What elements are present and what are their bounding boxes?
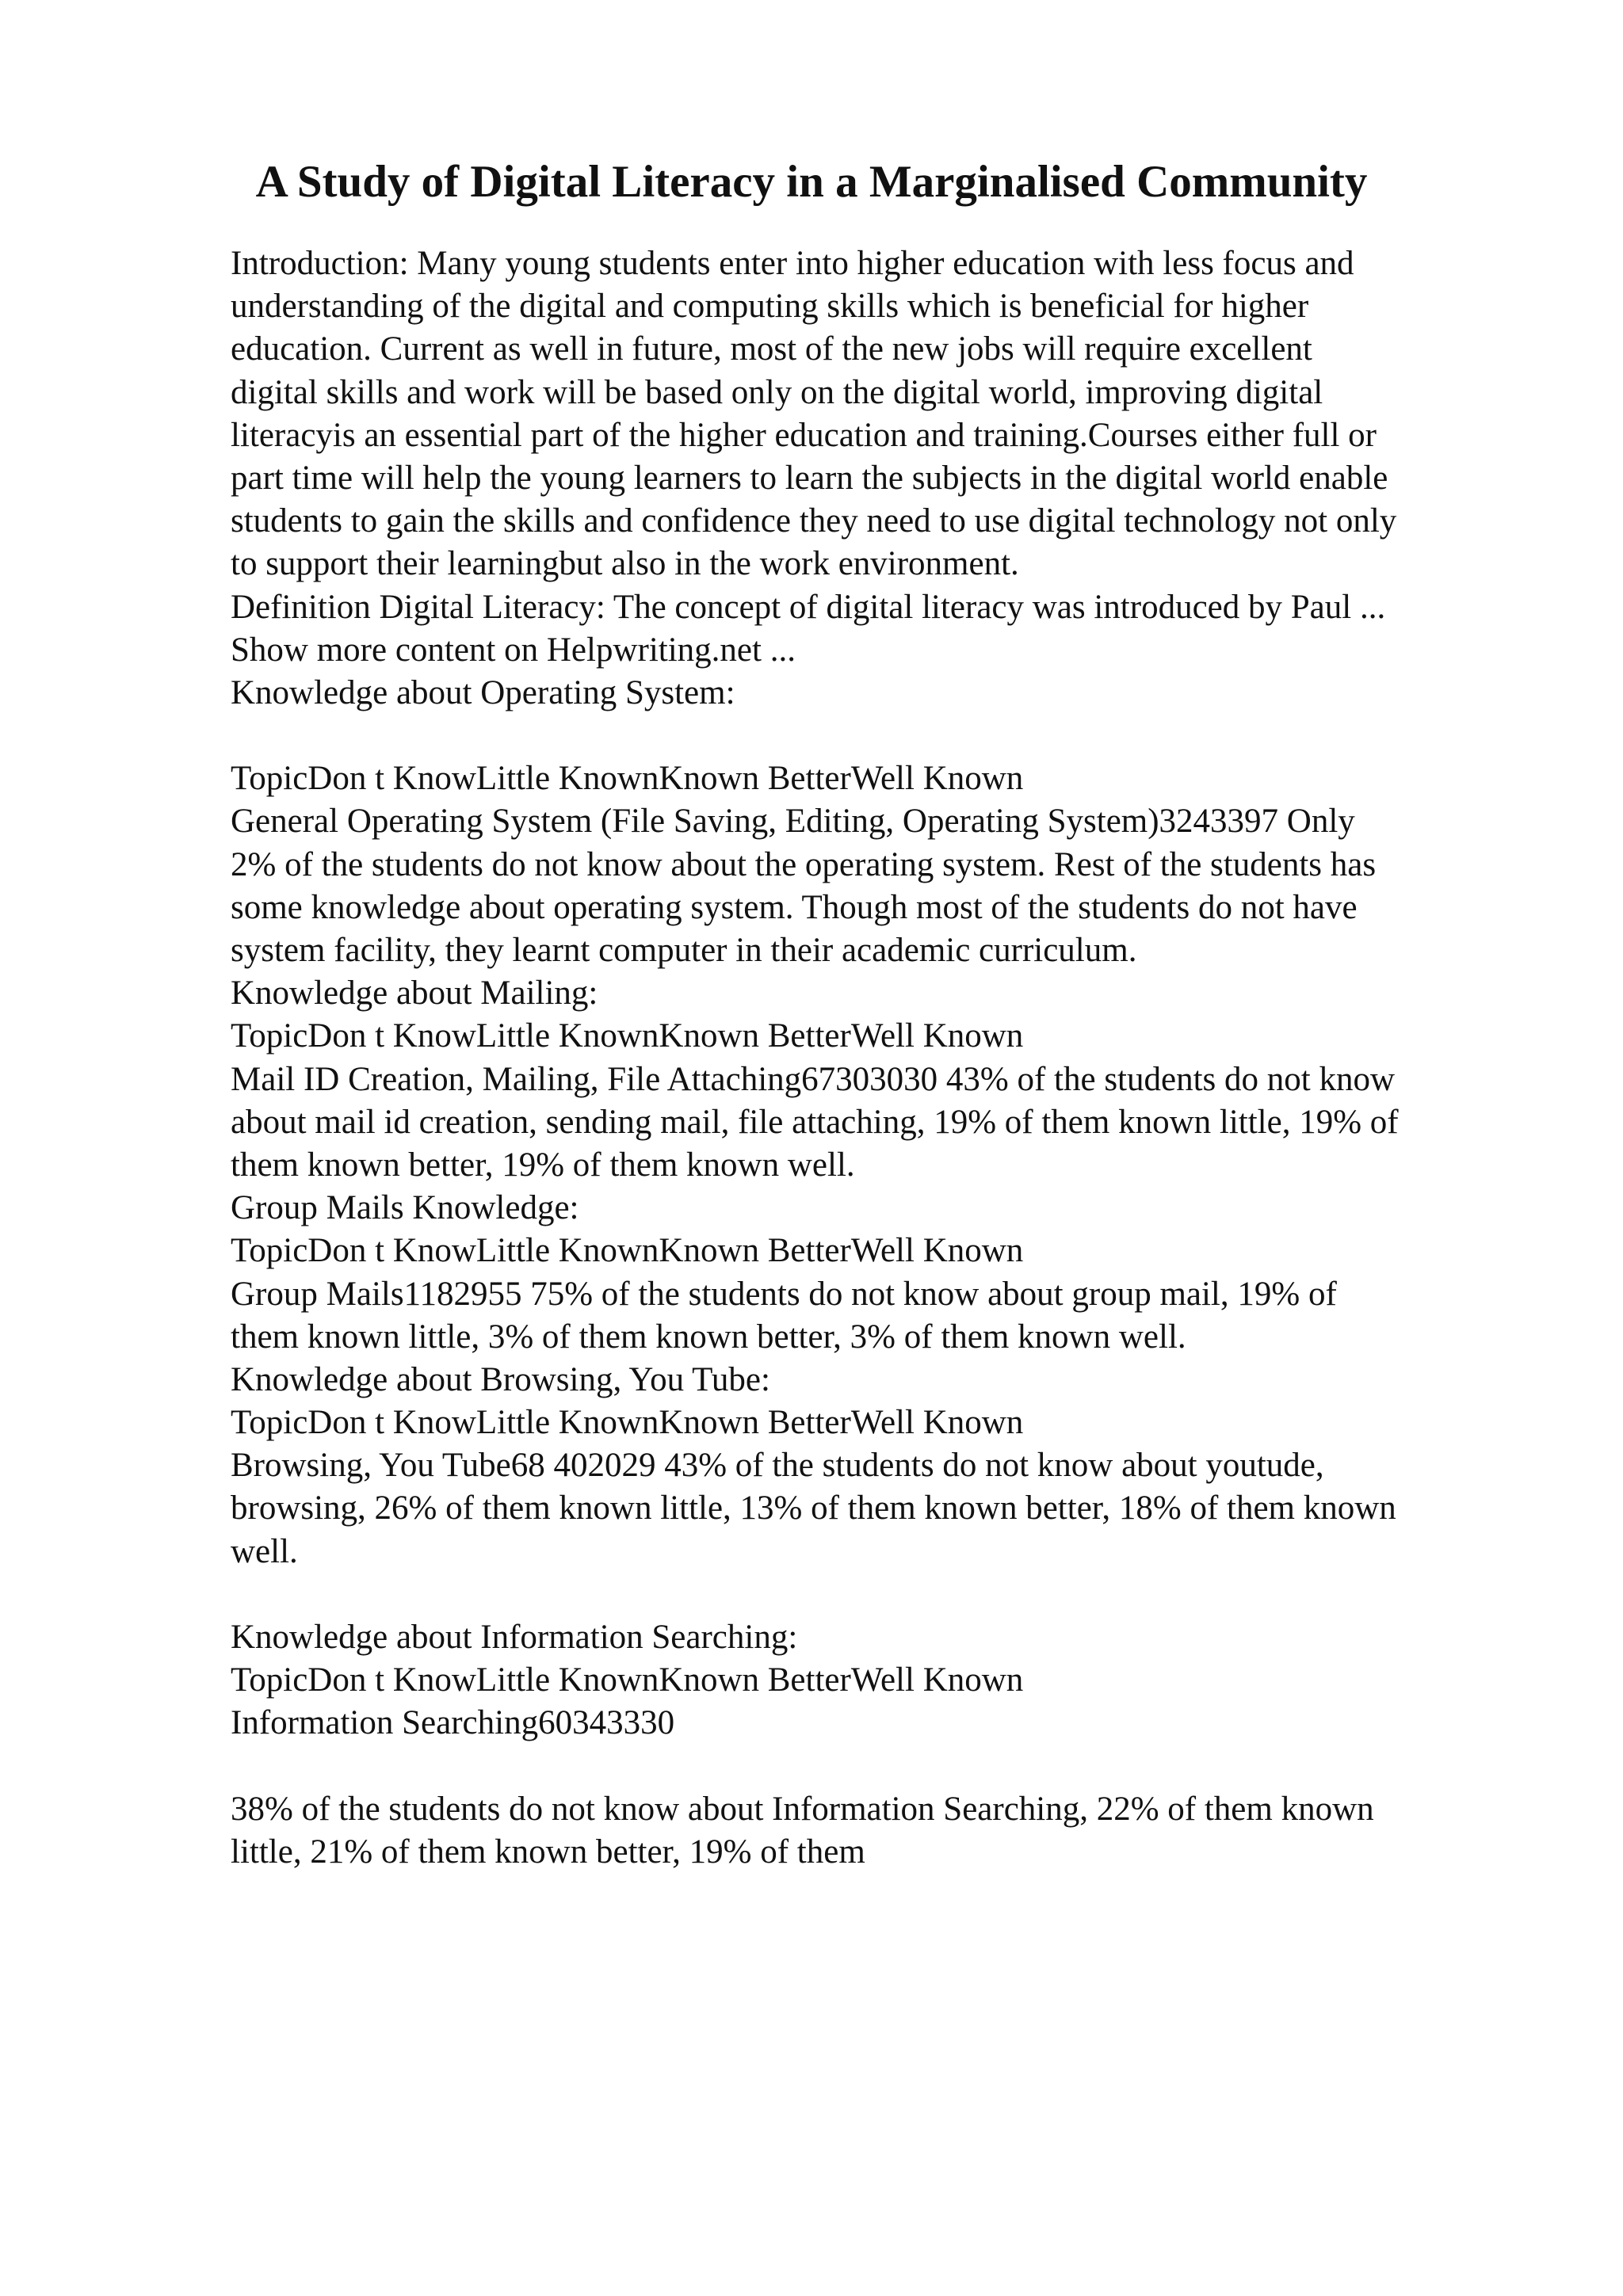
blank-line — [231, 715, 1514, 757]
document-title: A Study of Digital Literacy in a Marginalised Community — [255, 157, 1368, 207]
text-line: digital skills and work will be based only on the digital world, improving digital — [231, 373, 1323, 411]
table-header-row: TopicDon t KnowLittle KnownKnown BetterWell Known — [231, 1017, 1024, 1055]
text-line: Mail ID Creation, Mailing, File Attaching67303030 43% of the students do not know — [231, 1060, 1396, 1098]
text-line: Introduction: Many young students enter into higher education with less focus and — [231, 245, 1354, 282]
section-heading: Knowledge about Information Searching: — [231, 1619, 798, 1656]
table-header-row: TopicDon t KnowLittle KnownKnown BetterWell Known — [231, 1404, 1024, 1442]
table-header-row: TopicDon t KnowLittle KnownKnown BetterWell Known — [231, 760, 1024, 798]
text-line: Group Mails1182955 75% of the students do not know about group mail, 19% of — [231, 1275, 1337, 1313]
text-line: them known little, 3% of them known better, 3% of them known well. — [231, 1318, 1186, 1356]
text-line: General Operating System (File Saving, Editing, Operating System)3243397 Only — [231, 803, 1355, 841]
document-body — [231, 242, 1514, 1874]
text-line: part time will help the young learners to learn the subjects in the digital world enable — [231, 459, 1388, 497]
text-line: them known better, 19% of them known well. — [231, 1146, 855, 1184]
text-line: Information Searching60343330 — [231, 1704, 675, 1742]
text-line: about mail id creation, sending mail, file attaching, 19% of them known little, 19% of — [231, 1103, 1399, 1141]
section-heading: Knowledge about Operating System: — [231, 673, 735, 711]
text-line: Definition Digital Literacy: The concept of digital literacy was introduced by Paul ... — [231, 588, 1386, 626]
text-line: literacyis an essential part of the higher education and training.Courses either full or — [231, 416, 1377, 454]
text-line: 38% of the students do not know about Information Searching, 22% of them known — [231, 1790, 1374, 1828]
blank-line — [231, 1573, 1514, 1616]
text-line: education. Current as well in future, most of the new jobs will require excellent — [231, 330, 1312, 368]
text-line: well. — [231, 1532, 298, 1570]
blank-line — [231, 1745, 1514, 1788]
section-heading: Knowledge about Mailing: — [231, 974, 598, 1013]
table-header-row: TopicDon t KnowLittle KnownKnown BetterWell Known — [231, 1661, 1024, 1699]
section-heading: Knowledge about Browsing, You Tube: — [231, 1360, 770, 1398]
section-heading: Group Mails Knowledge: — [231, 1189, 579, 1227]
text-line: students to gain the skills and confidence they need to use digital technology not only — [231, 502, 1397, 540]
text-line: Show more content on Helpwriting.net ... — [231, 631, 796, 669]
text-line: little, 21% of them known better, 19% of them — [231, 1833, 865, 1871]
text-line: to support their learningbut also in the work environment. — [231, 545, 1019, 583]
text-line: browsing, 26% of them known little, 13% of them known better, 18% of them known — [231, 1489, 1396, 1527]
text-line: understanding of the digital and computing skills which is beneficial for higher — [231, 288, 1309, 326]
text-line: Browsing, You Tube68 402029 43% of the students do not know about youtude, — [231, 1447, 1324, 1485]
text-line: some knowledge about operating system. Though most of the students do not have — [231, 888, 1358, 926]
table-header-row: TopicDon t KnowLittle KnownKnown BetterWell Known — [231, 1232, 1024, 1270]
text-line: 2% of the students do not know about the operating system. Rest of the students has — [231, 845, 1377, 883]
text-line: system facility, they learnt computer in their academic curriculum. — [231, 932, 1137, 969]
